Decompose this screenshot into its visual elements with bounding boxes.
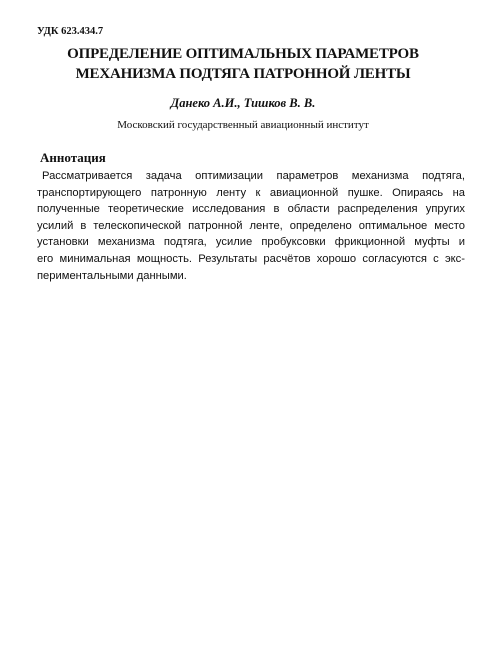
abstract-heading: Аннотация bbox=[40, 150, 106, 165]
abstract-line: транспортирующего патронную ленту к авиационной пушке. Опираясь на bbox=[37, 186, 465, 199]
authors: Данеко А.И., Тишков В. В. bbox=[170, 96, 316, 110]
paper-title-line-2: МЕХАНИЗМА ПОДТЯГА ПАТРОННОЙ ЛЕНТЫ bbox=[75, 66, 411, 82]
abstract-line: Рассматривается задача оптимизации параметров механизма подтяга, bbox=[42, 170, 465, 182]
abstract-body bbox=[37, 168, 465, 284]
abstract-line: установки механизма подтяга, усилие пробуксовки фрикционной муфты и bbox=[37, 236, 465, 249]
udc-code: УДК 623.434.7 bbox=[37, 26, 104, 37]
abstract-line: его минимальная мощность. Результаты расчётов хорошо согласуются с экс- bbox=[37, 252, 465, 265]
abstract-line: усилий в телескопической патронной ленте, определено оптимальное место bbox=[37, 219, 465, 232]
paper-title bbox=[0, 44, 486, 84]
affiliation: Московский государственный авиационный институт bbox=[117, 119, 369, 131]
abstract-line: периментальными данными. bbox=[37, 269, 187, 282]
abstract-line: полученные теоретические исследования в области распределения упругих bbox=[37, 203, 465, 216]
paper-title-line-1: ОПРЕДЕЛЕНИЕ ОПТИМАЛЬНЫХ ПАРАМЕТРОВ bbox=[67, 46, 419, 62]
